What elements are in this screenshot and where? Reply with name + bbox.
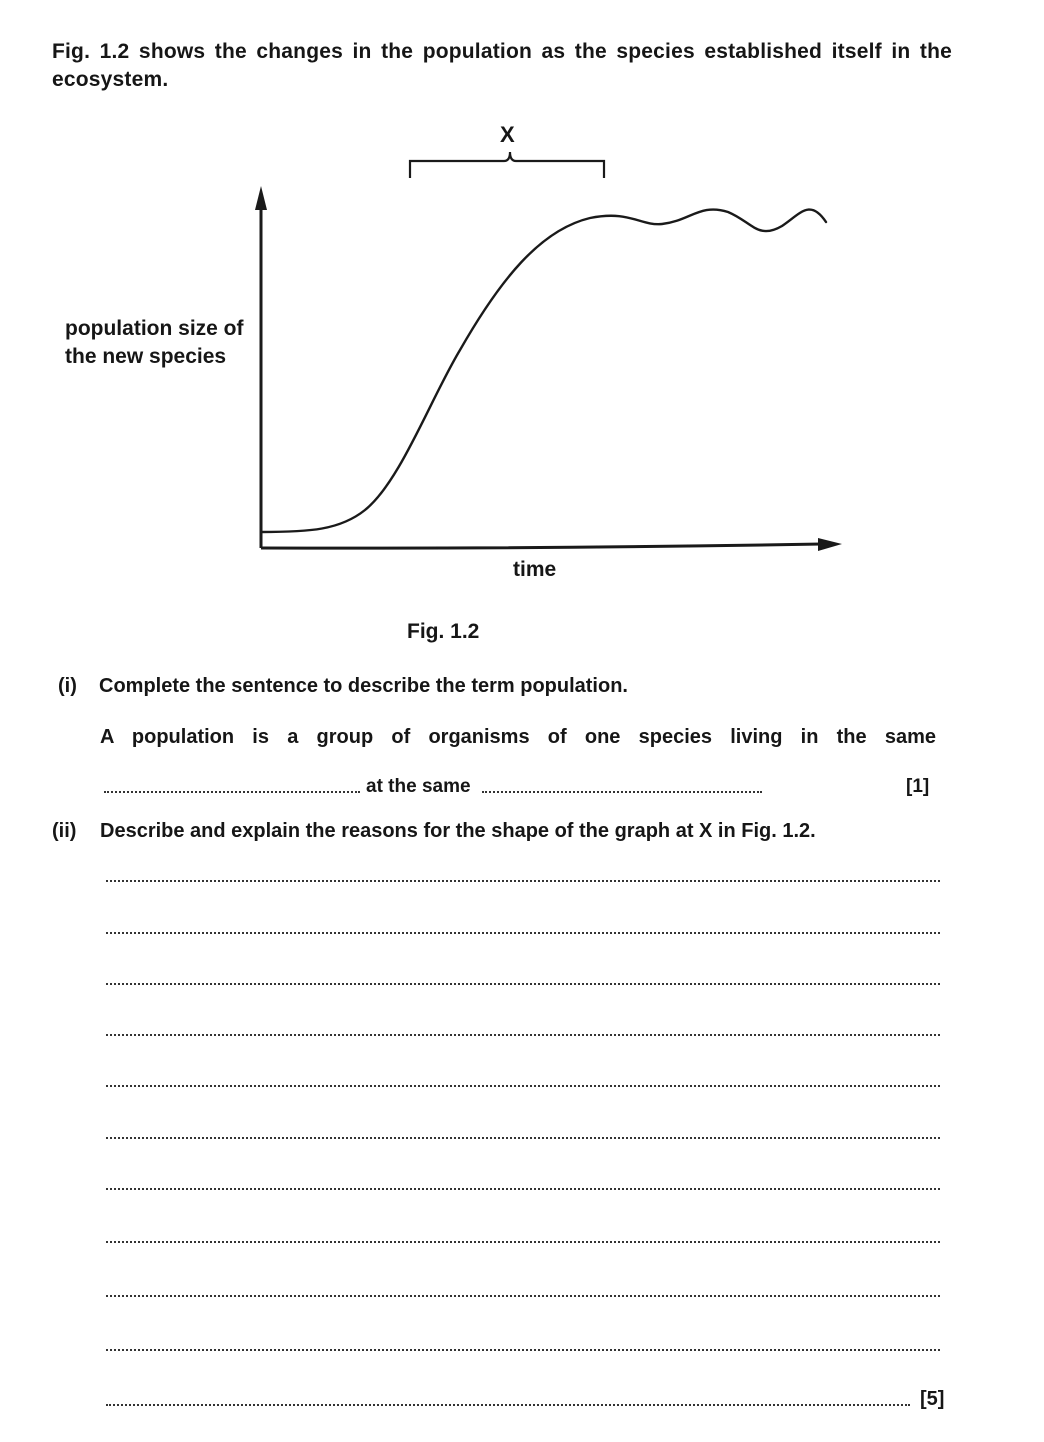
answer-line[interactable] xyxy=(106,983,940,985)
answer-line[interactable] xyxy=(106,1241,940,1243)
answer-blank-place[interactable] xyxy=(104,791,360,793)
intro-text: Fig. 1.2 shows the changes in the population as the species established itself in the ecosystem. xyxy=(52,40,952,91)
answer-line[interactable] xyxy=(106,932,940,934)
bracket-x xyxy=(410,152,604,178)
question-i-middle-text: at the same xyxy=(366,776,471,797)
population-curve xyxy=(261,210,826,532)
bracket-label: X xyxy=(500,122,515,147)
answer-line[interactable] xyxy=(106,1404,910,1406)
answer-line[interactable] xyxy=(106,1188,940,1190)
answer-line[interactable] xyxy=(106,1349,940,1351)
question-i-sentence: A population is a group of organisms of one species living in the same xyxy=(100,726,936,748)
question-i-marks: [1] xyxy=(906,776,930,797)
answer-line[interactable] xyxy=(106,880,940,882)
y-axis-label: population size of the new species xyxy=(65,317,244,368)
answer-line[interactable] xyxy=(106,1137,940,1139)
answer-blank-time[interactable] xyxy=(482,791,762,793)
question-ii-number: (ii) xyxy=(52,820,77,842)
figure-caption: Fig. 1.2 xyxy=(407,620,480,643)
answer-line[interactable] xyxy=(106,1295,940,1297)
x-axis xyxy=(261,544,822,548)
answer-line[interactable] xyxy=(106,1085,940,1087)
question-ii-prompt: Describe and explain the reasons for the shape of the graph at X in Fig. 1.2. xyxy=(100,820,816,842)
question-i-number: (i) xyxy=(58,675,77,697)
question-i-prompt: Complete the sentence to describe the term population. xyxy=(99,675,628,697)
question-ii-marks: [5] xyxy=(920,1388,945,1410)
x-axis-arrowhead xyxy=(818,538,842,551)
x-axis-label: time xyxy=(513,558,557,581)
y-axis-arrowhead xyxy=(255,186,267,210)
answer-line[interactable] xyxy=(106,1034,940,1036)
